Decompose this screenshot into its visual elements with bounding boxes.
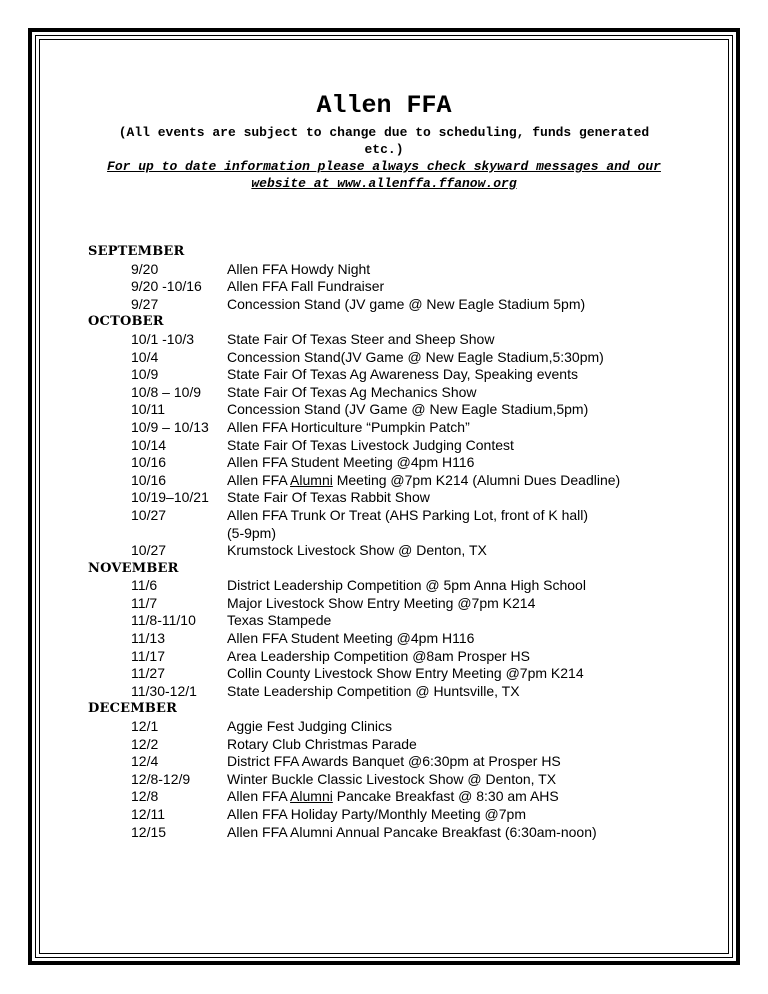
event-description bbox=[227, 278, 688, 296]
event-text: State Fair Of Texas Rabbit Show bbox=[227, 489, 430, 506]
event-row bbox=[88, 401, 688, 419]
event-description bbox=[227, 595, 688, 613]
event-row bbox=[88, 454, 688, 472]
event-description bbox=[227, 507, 688, 525]
event-description bbox=[227, 665, 688, 683]
event-description bbox=[227, 419, 688, 437]
event-row bbox=[88, 437, 688, 455]
event-date: 10/1 -10/3 bbox=[131, 330, 195, 347]
event-description bbox=[227, 736, 688, 754]
event-date: 9/27 bbox=[131, 295, 159, 312]
event-row bbox=[88, 278, 688, 296]
event-date: 12/8-12/9 bbox=[131, 770, 191, 787]
month-heading-november: NOVEMBER bbox=[88, 560, 179, 576]
event-text: Concession Stand (JV game @ New Eagle Stadium 5pm) bbox=[227, 295, 586, 312]
event-text: Allen FFA Holiday Party/Monthly Meeting @7pm bbox=[227, 806, 527, 822]
event-date: 12/8 bbox=[131, 788, 159, 805]
event-date: 12/15 bbox=[131, 823, 167, 840]
event-date: 10/8 – 10/9 bbox=[131, 383, 202, 400]
event-date: 11/8-11/10 bbox=[131, 612, 196, 629]
event-text-underlined: Alumni bbox=[290, 471, 333, 488]
event-text: State Fair Of Texas Ag Awareness Day, Speaking events bbox=[227, 366, 578, 383]
event-row bbox=[88, 665, 688, 683]
event-description bbox=[227, 753, 688, 771]
event-row bbox=[88, 577, 688, 595]
event-description bbox=[227, 384, 688, 402]
event-text: Texas Stampede bbox=[227, 612, 332, 629]
event-description bbox=[227, 788, 688, 806]
event-row bbox=[88, 349, 688, 367]
event-description bbox=[227, 472, 688, 490]
event-date: 9/20 -10/16 bbox=[131, 278, 202, 295]
event-date: 10/16 bbox=[131, 454, 167, 471]
event-text: Concession Stand (JV Game @ New Eagle Stadium,5pm) bbox=[227, 401, 589, 418]
event-date: 12/4 bbox=[131, 753, 159, 770]
event-description bbox=[227, 261, 688, 279]
event-text: Allen FFA Howdy Night bbox=[227, 260, 371, 277]
event-row bbox=[88, 507, 688, 525]
event-row bbox=[88, 788, 688, 806]
event-date: 12/2 bbox=[131, 735, 159, 752]
month-heading-september: SEPTEMBER bbox=[88, 244, 185, 259]
event-row bbox=[88, 630, 688, 648]
event-description bbox=[227, 489, 688, 507]
event-row bbox=[88, 612, 688, 630]
event-date: 10/4 bbox=[131, 348, 159, 365]
event-text: Allen FFA Horticulture “Pumpkin Patch” bbox=[227, 418, 470, 435]
event-date: 11/17 bbox=[131, 647, 165, 664]
event-description bbox=[227, 401, 688, 419]
disclaimer-note: (All events are subject to change due to scheduling, funds generated etc.) bbox=[118, 125, 650, 157]
event-row bbox=[88, 331, 688, 349]
event-description bbox=[227, 824, 688, 842]
event-row bbox=[88, 489, 688, 507]
event-row bbox=[88, 261, 688, 279]
event-row bbox=[88, 771, 688, 789]
event-date: 12/1 bbox=[131, 718, 159, 735]
event-text: Major Livestock Show Entry Meeting @7pm K214 bbox=[227, 594, 536, 611]
event-text-continued: Pancake Breakfast @ 8:30 am AHS bbox=[332, 788, 559, 805]
event-text: District FFA Awards Banquet @6:30pm at Prosper HS bbox=[227, 753, 561, 770]
event-text: Krumstock Livestock Show @ Denton, TX bbox=[227, 542, 487, 559]
event-description bbox=[227, 648, 688, 666]
event-description bbox=[227, 366, 688, 384]
event-description bbox=[227, 525, 688, 543]
event-description bbox=[227, 612, 688, 630]
event-row bbox=[88, 419, 688, 437]
month-heading-december: DECEMBER bbox=[88, 701, 178, 717]
event-text: Aggie Fest Judging Clinics bbox=[227, 718, 392, 735]
event-row bbox=[88, 736, 688, 754]
event-date: 10/9 bbox=[131, 366, 159, 383]
event-date: 10/16 bbox=[131, 471, 167, 488]
event-date: 9/20 bbox=[131, 260, 159, 277]
event-description bbox=[227, 683, 688, 701]
event-row bbox=[88, 718, 688, 736]
event-text: Allen FFA bbox=[227, 471, 291, 488]
event-schedule bbox=[88, 243, 688, 841]
event-text: Collin County Livestock Show Entry Meeting @7pm K214 bbox=[227, 665, 584, 682]
event-row bbox=[88, 753, 688, 771]
event-text: Allen FFA bbox=[227, 788, 291, 805]
event-date: 11/27 bbox=[131, 665, 165, 682]
event-date: 11/30-12/1 bbox=[131, 682, 197, 699]
event-text: State Leadership Competition @ Huntsville, TX bbox=[227, 682, 520, 699]
event-text: Allen FFA Student Meeting @4pm H116 bbox=[227, 630, 475, 647]
event-text: Rotary Club Christmas Parade bbox=[227, 735, 417, 752]
event-text-underlined: Alumni bbox=[290, 788, 333, 805]
event-text: State Fair Of Texas Steer and Sheep Show bbox=[227, 330, 495, 347]
event-row bbox=[88, 472, 688, 490]
event-row bbox=[88, 824, 688, 842]
event-row bbox=[88, 806, 688, 824]
event-description bbox=[227, 577, 688, 595]
event-row bbox=[88, 296, 688, 314]
event-date: 11/13 bbox=[131, 630, 165, 647]
event-date: 10/11 bbox=[131, 401, 165, 418]
event-row bbox=[88, 384, 688, 402]
event-description bbox=[227, 806, 688, 824]
event-date: 10/27 bbox=[131, 542, 167, 559]
event-date bbox=[88, 525, 227, 543]
event-text: Area Leadership Competition @8am Prosper HS bbox=[227, 647, 530, 664]
document-title: Allen FFA bbox=[316, 91, 452, 120]
event-date: 10/19–10/21 bbox=[131, 489, 209, 506]
event-text: Winter Buckle Classic Livestock Show @ Denton, TX bbox=[227, 770, 557, 787]
event-row bbox=[88, 525, 688, 543]
event-row bbox=[88, 542, 688, 560]
event-text: Allen FFA Alumni Annual Pancake Breakfast (6:30am-noon) bbox=[227, 823, 597, 840]
event-text: State Fair Of Texas Livestock Judging Contest bbox=[227, 436, 514, 453]
event-date: 10/14 bbox=[131, 436, 167, 453]
event-description bbox=[227, 296, 688, 314]
event-description bbox=[227, 630, 688, 648]
event-description bbox=[227, 771, 688, 789]
event-description bbox=[227, 349, 688, 367]
event-text: Concession Stand(JV Game @ New Eagle Stadium,5:30pm) bbox=[227, 348, 604, 365]
event-description bbox=[227, 718, 688, 736]
event-row bbox=[88, 648, 688, 666]
event-row bbox=[88, 595, 688, 613]
event-description bbox=[227, 454, 688, 472]
event-date: 10/27 bbox=[131, 506, 167, 523]
event-description bbox=[227, 437, 688, 455]
event-text: District Leadership Competition @ 5pm Anna High School bbox=[227, 577, 586, 594]
event-description bbox=[227, 542, 688, 560]
info-line: For up to date information please always check skyward messages and our website at www.allenffa.ffanow.org bbox=[107, 159, 661, 191]
event-text-continued: Meeting @7pm K214 (Alumni Dues Deadline) bbox=[332, 471, 621, 488]
event-text: (5-9pm) bbox=[227, 524, 277, 541]
event-date: 11/7 bbox=[131, 594, 158, 611]
month-heading-october: OCTOBER bbox=[88, 314, 164, 330]
event-text: Allen FFA Fall Fundraiser bbox=[227, 278, 385, 295]
event-row bbox=[88, 683, 688, 701]
event-text: Allen FFA Student Meeting @4pm H116 bbox=[227, 454, 475, 471]
event-description bbox=[227, 331, 688, 349]
event-date: 10/9 – 10/13 bbox=[131, 418, 209, 435]
event-text: Allen FFA Trunk Or Treat (AHS Parking Lot, front of K hall) bbox=[227, 506, 589, 523]
event-date: 11/6 bbox=[131, 577, 158, 594]
event-text: State Fair Of Texas Ag Mechanics Show bbox=[227, 383, 477, 400]
event-date: 12/11 bbox=[131, 806, 165, 822]
event-row bbox=[88, 366, 688, 384]
